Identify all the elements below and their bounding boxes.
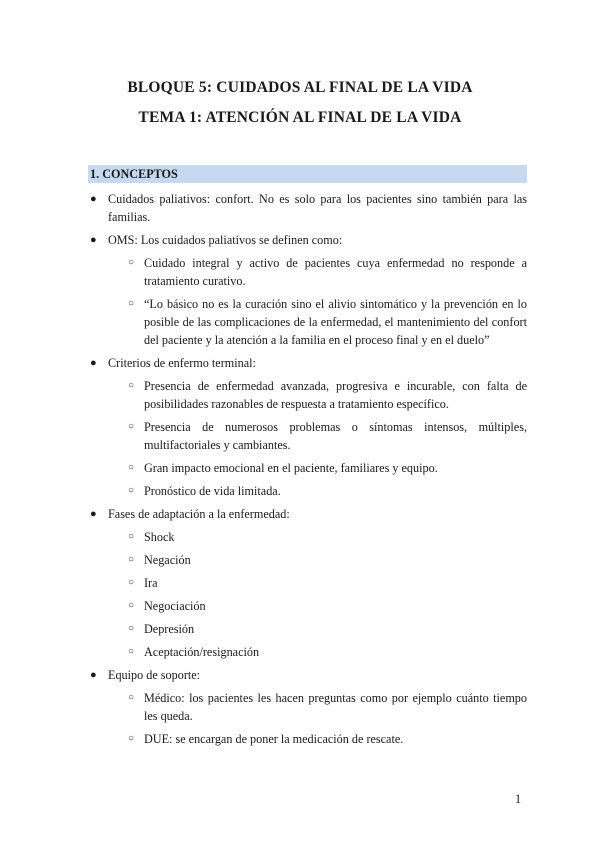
list-item-text: Médico: los pacientes les hacen preguntas como por ejemplo cuánto tiempo les queda.	[144, 691, 527, 723]
list-item-text: Fases de adaptación a la enfermedad:	[108, 507, 290, 521]
sub-list-item	[88, 418, 527, 454]
sub-list-item	[88, 689, 527, 725]
sub-list-item	[88, 597, 527, 615]
list-item-text: Criterios de enfermo terminal:	[108, 356, 256, 370]
bullet-icon: ●	[90, 669, 97, 681]
list-item-text: Presencia de enfermedad avanzada, progresiva e incurable, con falta de posibilidades razonables de respuesta a tratamiento específico.	[144, 379, 527, 411]
document-title: BLOQUE 5: CUIDADOS AL FINAL DE LA VIDA	[127, 79, 473, 96]
sub-bullet-icon: ○	[128, 421, 135, 432]
bullet-icon: ●	[90, 193, 97, 205]
sub-list-item	[88, 295, 527, 349]
list-item-text: Pronóstico de vida limitada.	[144, 484, 281, 498]
sub-bullet-icon: ○	[128, 577, 135, 588]
list-item-text: Gran impacto emocional en el paciente, familiares y equipo.	[144, 461, 438, 475]
sub-bullet-icon: ○	[128, 298, 135, 309]
sub-list-item	[88, 643, 527, 661]
sub-list-item	[88, 528, 527, 546]
list-item-text: Negociación	[144, 599, 206, 613]
sub-bullet-icon: ○	[128, 600, 135, 611]
sub-bullet-icon: ○	[128, 733, 135, 744]
page-number: 1	[515, 792, 522, 806]
bullet-list	[88, 190, 527, 753]
sub-bullet-icon: ○	[128, 257, 135, 268]
list-item-text: Ira	[144, 576, 158, 590]
sub-list-item	[88, 551, 527, 569]
sub-list-item	[88, 482, 527, 500]
sub-bullet-icon: ○	[128, 623, 135, 634]
bullet-icon: ●	[90, 508, 97, 520]
sub-list-item	[88, 574, 527, 592]
list-item-text: DUE: se encargan de poner la medicación de rescate.	[144, 732, 404, 746]
sub-bullet-icon: ○	[128, 531, 135, 542]
list-item-text: OMS: Los cuidados paliativos se definen como:	[108, 233, 343, 247]
list-item-text: “Lo básico no es la curación sino el alivio sintomático y la prevención en lo posible de las complicaciones de la enfermedad, el mantenimiento del confort del paciente y la atención a la familia en el proceso final y en el duelo”	[144, 297, 527, 347]
list-item	[88, 505, 527, 523]
section-heading: 1. CONCEPTOS	[88, 165, 527, 183]
list-item	[88, 231, 527, 249]
sub-bullet-icon: ○	[128, 485, 135, 496]
list-item	[88, 354, 527, 372]
sub-bullet-icon: ○	[128, 692, 135, 703]
sub-bullet-icon: ○	[128, 380, 135, 391]
sub-list-item	[88, 254, 527, 290]
sub-bullet-icon: ○	[128, 554, 135, 565]
document-subtitle: TEMA 1: ATENCIÓN AL FINAL DE LA VIDA	[138, 109, 462, 126]
sub-bullet-icon: ○	[128, 646, 135, 657]
list-item-text: Depresión	[144, 622, 195, 636]
list-item-text: Cuidados paliativos: confort. No es solo para los pacientes sino también para las familias.	[108, 192, 527, 224]
list-item-text: Equipo de soporte:	[108, 668, 201, 682]
list-item-text: Shock	[144, 530, 175, 544]
list-item-text: Aceptación/resignación	[144, 645, 260, 659]
sub-list-item	[88, 459, 527, 477]
list-item-text: Cuidado integral y activo de pacientes cuya enfermedad no responde a tratamiento curativo.	[144, 256, 527, 288]
list-item-text: Presencia de numerosos problemas o síntomas intensos, múltiples, multifactoriales y cambiantes.	[144, 420, 527, 452]
sub-bullet-icon: ○	[128, 462, 135, 473]
sub-list-item	[88, 730, 527, 748]
bullet-icon: ●	[90, 234, 97, 246]
sub-list-item	[88, 377, 527, 413]
list-item	[88, 666, 527, 684]
sub-list-item	[88, 620, 527, 638]
bullet-icon: ●	[90, 357, 97, 369]
list-item	[88, 190, 527, 226]
list-item-text: Negación	[144, 553, 191, 567]
